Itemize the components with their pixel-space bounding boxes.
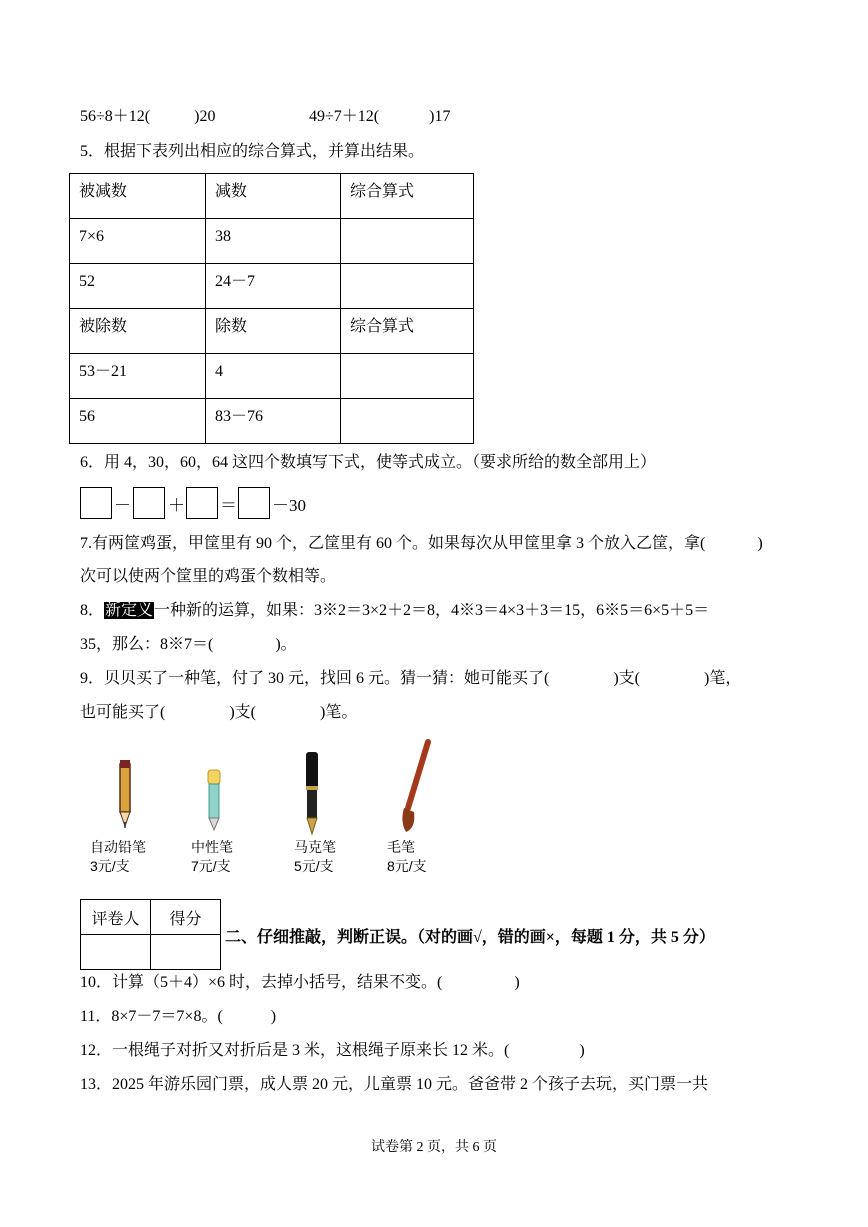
answer-cell[interactable]: [341, 219, 474, 264]
new-definition-tag: 新定义: [105, 602, 154, 619]
q4-tail: 56÷8＋12( )20: [80, 108, 216, 125]
section-2-title: 二、仔细推敲，判断正误。（对的画√，错的画×，每题 1 分，共 5 分）: [225, 929, 715, 946]
q11: 11．8×7－7＝7×8。( ): [80, 1008, 277, 1025]
pen-item-marker: 马克笔 5元/支: [294, 839, 336, 874]
answer-box-1[interactable]: [80, 487, 112, 519]
grader-cell[interactable]: [81, 935, 151, 970]
table-row: [70, 219, 474, 264]
table-cell: 减数: [206, 174, 341, 219]
q9-line2: 也可能买了( )支( )笔。: [80, 704, 358, 721]
q8-line1: 8．新定义一种新的运算，如果：3※2＝3×2＋2＝8，4※3＝4×3＋3＝15，6※5＝6×5＋5＝: [80, 602, 710, 619]
score-cell[interactable]: [151, 935, 221, 970]
q5-title: 5．根据下表列出相应的综合算式，并算出结果。: [80, 143, 425, 160]
plus-sign: ＋: [168, 496, 185, 515]
table-cell: 被减数: [70, 174, 206, 219]
table-cell: 7×6: [70, 219, 206, 264]
answer-box-3[interactable]: [186, 487, 218, 519]
answer-cell[interactable]: [341, 354, 474, 399]
equals-sign: ＝: [220, 496, 237, 515]
table-cell: 56: [70, 399, 206, 444]
table-cell: 综合算式: [341, 309, 474, 354]
q7-line2: 次可以使两个筐里的鸡蛋个数相等。: [80, 568, 337, 585]
q12: 12．一根绳子对折又对折后是 3 米，这根绳子原来长 12 米。( ): [80, 1042, 585, 1059]
mechanical-pencil-icon: [110, 758, 140, 830]
q5-table: [69, 173, 474, 444]
gel-pen-icon: [202, 768, 226, 834]
q4-tail-right: 49÷7＋12( )17: [309, 108, 451, 125]
table-cell: 52: [70, 264, 206, 309]
pen-item-brush: 毛笔 8元/支: [387, 839, 427, 874]
brush-icon: [392, 738, 434, 836]
table-cell: 综合算式: [341, 174, 474, 219]
answer-cell[interactable]: [341, 399, 474, 444]
table-cell: 53－21: [70, 354, 206, 399]
q9-line1: 9．贝贝买了一种笔，付了 30 元，找回 6 元。猜一猜：她可能买了( )支( )笔，: [80, 670, 742, 687]
table-row: [70, 174, 474, 219]
answer-box-2[interactable]: [133, 487, 165, 519]
pen-item-mechanical-pencil: 自动铅笔 3元/支: [90, 839, 146, 874]
page-footer: 试卷第 2 页，共 6 页: [371, 1140, 497, 1155]
table-row: [70, 354, 474, 399]
table-cell: 83－76: [206, 399, 341, 444]
table-cell: 24－7: [206, 264, 341, 309]
minus-sign: －: [114, 496, 131, 515]
grader-table: [80, 899, 221, 970]
table-row: [70, 309, 474, 354]
minus-thirty: －30: [272, 496, 306, 515]
q8-line2: 35，那么：8※7＝( )。: [80, 636, 297, 653]
q10: 10．计算（5＋4）×6 时，去掉小括号，结果不变。( ): [80, 974, 520, 991]
table-cell: 38: [206, 219, 341, 264]
table-cell: 被除数: [70, 309, 206, 354]
table-cell: 4: [206, 354, 341, 399]
table-row: [70, 399, 474, 444]
pen-item-gel-pen: 中性笔 7元/支: [191, 839, 233, 874]
score-header: 得分: [151, 900, 221, 935]
marker-pen-icon: [298, 750, 326, 836]
answer-cell[interactable]: [341, 264, 474, 309]
table-cell: 除数: [206, 309, 341, 354]
table-row: [70, 264, 474, 309]
q13: 13．2025 年游乐园门票，成人票 20 元，儿童票 10 元。爸爸带 2 个孩子去玩，买门票一共: [80, 1076, 709, 1093]
answer-box-4[interactable]: [238, 487, 270, 519]
q6-title: 6．用 4，30，60，64 这四个数填写下式，使等式成立。（要求所给的数全部用上）: [80, 454, 657, 471]
grader-header: 评卷人: [81, 900, 151, 935]
q7-line1: 7.有两筐鸡蛋，甲筐里有 90 个，乙筐里有 60 个。如果每次从甲筐里拿 3 个放入乙筐，拿( ): [80, 535, 763, 552]
